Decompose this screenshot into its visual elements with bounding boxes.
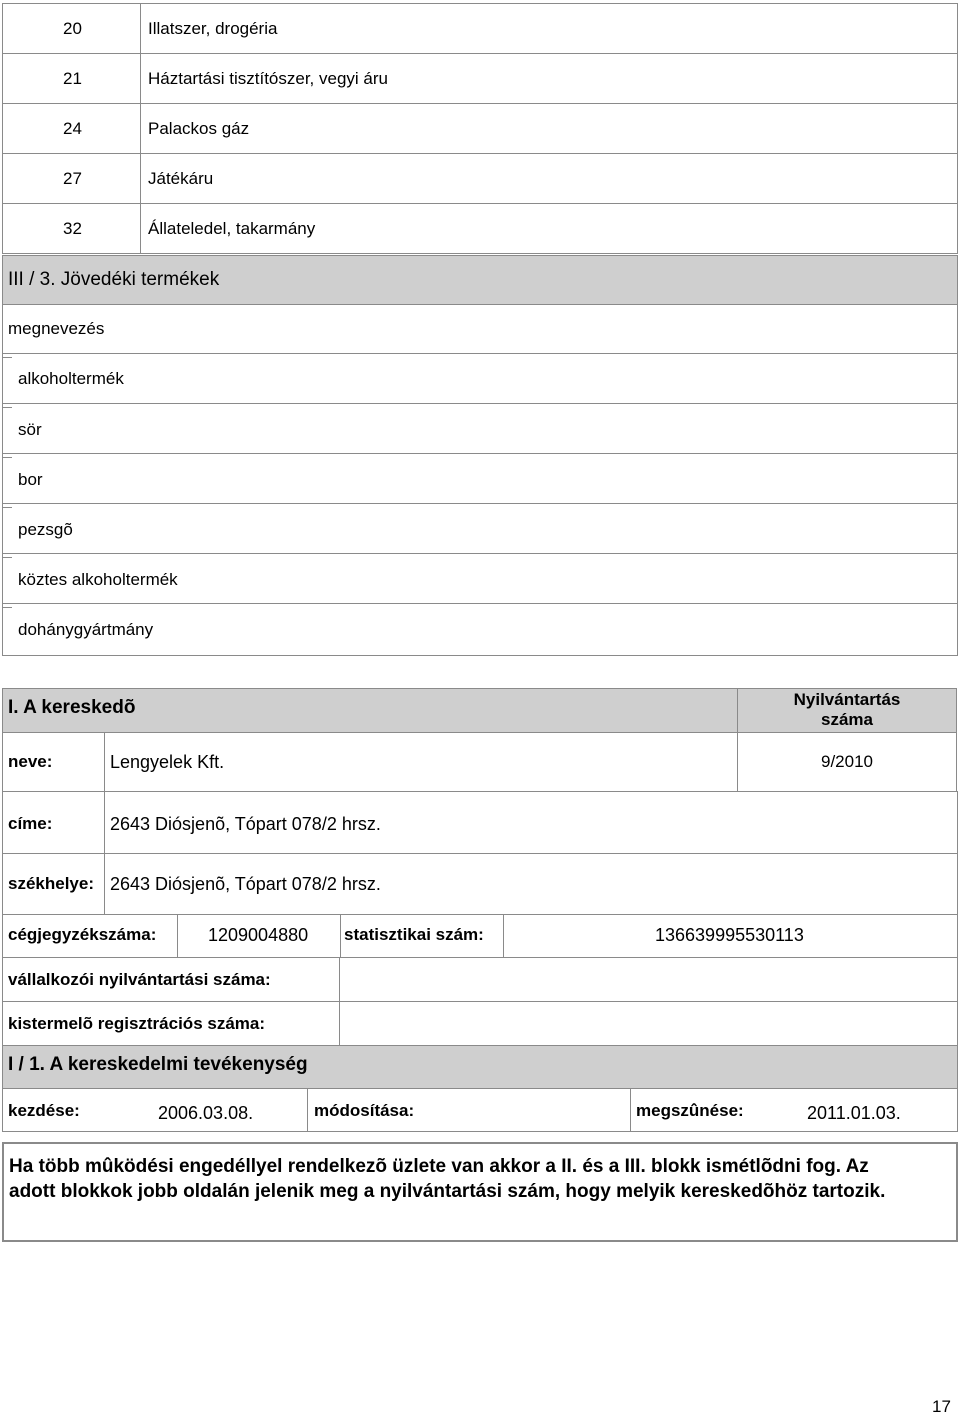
divider bbox=[2, 553, 958, 554]
seat-value: 2643 Diósjenõ, Tópart 078/2 hrsz. bbox=[110, 874, 381, 894]
product-name: Játékáru bbox=[148, 169, 214, 188]
divider bbox=[2, 603, 958, 604]
page-number: 17 bbox=[932, 1397, 951, 1416]
excise-title: III / 3. Jövedéki termékek bbox=[8, 269, 220, 290]
start-label: kezdése: bbox=[8, 1101, 80, 1120]
entrepreneur-value-cell bbox=[339, 957, 958, 1002]
excise-item: pezsgõ bbox=[18, 520, 73, 539]
divider bbox=[2, 403, 958, 404]
entrepreneur-label: vállalkozói nyilvántartási száma: bbox=[8, 970, 271, 989]
excise-column-header: megnevezés bbox=[8, 319, 105, 338]
seat-label: székhelye: bbox=[8, 874, 94, 893]
trader-title: I. A kereskedõ bbox=[8, 697, 136, 718]
divider bbox=[2, 353, 958, 354]
excise-item: sör bbox=[18, 420, 42, 439]
product-name: Háztartási tisztítószer, vegyi áru bbox=[148, 69, 388, 88]
product-code: 20 bbox=[63, 19, 82, 38]
row-marker bbox=[2, 407, 12, 408]
row-marker bbox=[2, 357, 12, 358]
excise-item: bor bbox=[18, 470, 43, 489]
address-value: 2643 Diósjenõ, Tópart 078/2 hrsz. bbox=[110, 814, 381, 834]
end-value: 2011.01.03. bbox=[807, 1103, 901, 1123]
row-marker bbox=[2, 457, 12, 458]
divider bbox=[2, 503, 958, 504]
divider bbox=[307, 1088, 308, 1132]
product-code: 27 bbox=[63, 169, 82, 188]
row-marker bbox=[2, 557, 12, 558]
excise-item: köztes alkoholtermék bbox=[18, 570, 178, 589]
registry-number: 9/2010 bbox=[821, 752, 873, 771]
modified-label: módosítása: bbox=[314, 1101, 415, 1120]
product-code: 32 bbox=[63, 219, 82, 238]
table-cell bbox=[140, 153, 958, 204]
product-name: Palackos gáz bbox=[148, 119, 250, 138]
company-reg-value: 1209004880 bbox=[208, 925, 309, 945]
product-code: 24 bbox=[63, 119, 82, 138]
row-marker bbox=[2, 607, 12, 608]
trader-name: Lengyelek Kft. bbox=[110, 752, 225, 772]
divider bbox=[2, 453, 958, 454]
divider bbox=[630, 1088, 631, 1132]
company-reg-label: cégjegyzékszáma: bbox=[8, 925, 157, 944]
product-code: 21 bbox=[63, 69, 82, 88]
start-value: 2006.03.08. bbox=[158, 1103, 254, 1123]
note-text: Ha több mûködési engedéllyel rendelkezõ üzlete van akkor a II. és a III. blokk ismétlõdni fog. Az adott blokkok jobb oldalán jelenik meg a nyilvántartási szám, hogy melyik kereskedõhöz tartozik. bbox=[9, 1156, 886, 1202]
name-label: neve: bbox=[8, 752, 53, 771]
smallholder-value-cell bbox=[339, 1001, 958, 1046]
stat-label: statisztikai szám: bbox=[344, 925, 484, 944]
excise-item: dohánygyártmány bbox=[18, 620, 154, 639]
smallholder-label: kistermelõ regisztrációs száma: bbox=[8, 1014, 266, 1033]
end-label: megszûnése: bbox=[636, 1101, 744, 1120]
product-name: Állateledel, takarmány bbox=[148, 219, 316, 238]
product-name: Illatszer, drogéria bbox=[148, 19, 278, 38]
excise-item: alkoholtermék bbox=[18, 369, 124, 388]
registry-header: Nyilvántartás száma bbox=[793, 690, 901, 729]
table-cell bbox=[140, 103, 958, 154]
activity-title: I / 1. A kereskedelmi tevékenység bbox=[8, 1054, 308, 1075]
stat-value: 136639995530113 bbox=[655, 925, 804, 945]
row-marker bbox=[2, 507, 12, 508]
address-label: címe: bbox=[8, 814, 53, 833]
